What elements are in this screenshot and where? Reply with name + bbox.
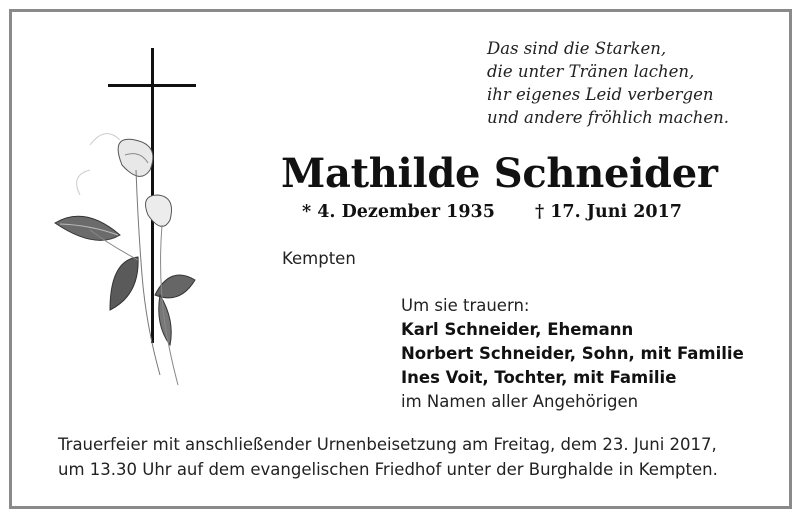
poem-line: Das sind die Starken,: [487, 39, 667, 58]
ceremony-line: Trauerfeier mit anschließender Urnenbeisetzung am Freitag, dem 23. Juni 2017,: [58, 435, 717, 454]
mourners-block: [401, 294, 744, 414]
deceased-name: Mathilde Schneider: [281, 150, 718, 197]
mourners-closing: im Namen aller Angehörigen: [401, 392, 639, 411]
ceremony-info: [58, 432, 718, 482]
cross-and-lily-illustration: [50, 45, 200, 395]
calla-lily-icon: [55, 134, 195, 385]
poem-line: die unter Tränen lachen,: [487, 62, 695, 81]
death-date: † 17. Juni 2017: [535, 202, 682, 222]
mourner-name: Norbert Schneider, Sohn, mit Familie: [401, 344, 744, 363]
mourner-name: Karl Schneider, Ehemann: [401, 320, 634, 339]
poem-line: und andere fröhlich machen.: [487, 108, 729, 127]
residence-place: Kempten: [282, 249, 356, 268]
birth-date: * 4. Dezember 1935: [302, 202, 495, 222]
poem: [487, 37, 729, 129]
poem-line: ihr eigenes Leid verbergen: [487, 85, 714, 104]
mourners-intro: Um sie trauern:: [401, 296, 530, 315]
mourner-name: Ines Voit, Tochter, mit Familie: [401, 368, 677, 387]
ceremony-line: um 13.30 Uhr auf dem evangelischen Friedhof unter der Burghalde in Kempten.: [58, 460, 718, 479]
